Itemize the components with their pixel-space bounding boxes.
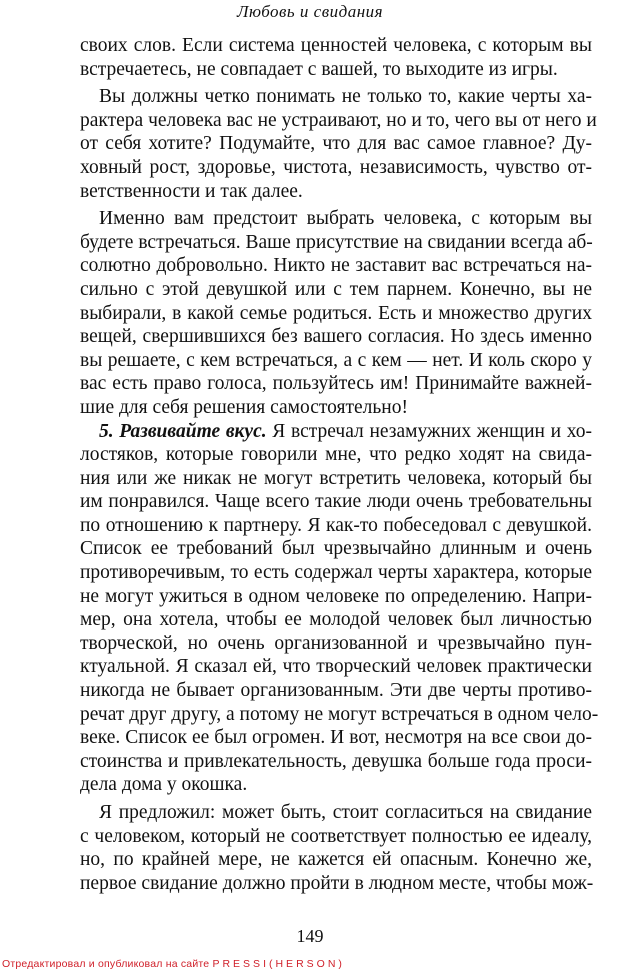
text-line: ветственности и так далее. <box>80 180 303 202</box>
text-line: Именно вам предстоит выбрать человека, с которым вы <box>99 208 592 230</box>
text-line: от себя хотите? Подумайте, что для вас самое главное? Ду- <box>80 133 592 155</box>
text-line: но, по крайней мере, не кажется ей опасным. Конечно же, <box>80 849 592 871</box>
text-line: лостяков, которые говорили мне, что редко ходят на свида- <box>80 444 592 466</box>
text-line: речат друг другу, а потому не могут встречаться в одном чело- <box>80 703 599 725</box>
watermark-text: Отредактировал и опубликовал на сайте <box>2 958 213 970</box>
page-number: 149 <box>296 926 324 946</box>
text-line: никогда не бывает организованным. Эти две черты противо- <box>80 680 592 702</box>
text-line: мер, она хотела, чтобы ее молодой человек был личностью <box>80 609 592 631</box>
text-line: вещей, свершившихся без вашего согласия. Но здесь именно <box>80 326 592 348</box>
text-line: ния или же никак не могут встретить человека, который бы <box>80 467 592 489</box>
text-line: вас есть право голоса, пользуйтесь им! Принимайте важней- <box>80 373 592 395</box>
text-line: дела дома у окошка. <box>80 774 248 796</box>
text-line: с человеком, который не соответствует полностью ее идеалу, <box>80 825 592 847</box>
text-line: рактера человека вас не устраивают, но и то, чего вы от него и <box>80 109 597 131</box>
text-line: встречаетесь, не совпадает с вашей, то выходите из игры. <box>80 58 558 80</box>
text-line: первое свидание должно пройти в людном месте, чтобы мож- <box>80 872 594 894</box>
text-line: не могут ужиться в одном человеке по определению. Напри- <box>80 585 592 607</box>
text-line: Список ее требований был чрезвычайно длинным и очень <box>80 538 592 560</box>
text-line: шие для себя решения самостоятельно! <box>80 396 408 418</box>
watermark-site-name: PRESSI(HERSON) <box>212 958 345 970</box>
page-body <box>80 34 599 895</box>
text-line: веке. Список ее был огромен. И вот, несмотря на все свои до- <box>80 727 592 749</box>
text-line: сильно с этой девушкой или с тем парнем. Конечно, вы не <box>80 278 592 300</box>
text-line: противоречивым, то есть содержал черты характера, которые <box>80 562 592 584</box>
site-watermark <box>2 958 345 970</box>
section-lead-heading: 5. Развивайте вкус. <box>99 420 267 442</box>
text-line: Я предложил: может быть, стоит согласиться на свидание <box>99 802 592 823</box>
running-header: Любовь и свидания <box>236 2 384 21</box>
text-line: ктуальной. Я сказал ей, что творческий человек практически <box>80 656 592 678</box>
text-line: по отношению к партнеру. Я как-то побеседовал с девушкой. <box>80 514 592 536</box>
text-line: стоинства и привлекательность, девушка больше года проси- <box>80 750 592 772</box>
text-line: своих слов. Если система ценностей человека, с которым вы <box>80 35 592 56</box>
text-line: будете встречаться. Ваше присутствие на свидании всегда аб- <box>80 231 593 253</box>
text-line: ховный рост, здоровье, чистота, независимость, чувство от- <box>80 156 592 178</box>
text-line: творческой, но очень организованной и чрезвычайно пун- <box>80 632 592 654</box>
text-line: вы решаете, с кем встречаться, а с кем — нет. И коль скоро у <box>80 349 592 371</box>
text-line: выбирали, в какой семье родиться. Есть и множество других <box>80 302 592 324</box>
text-line: Вы должны четко понимать не только то, какие черты ха- <box>99 86 592 108</box>
text-line: солютно добровольно. Никто не заставит вас встречаться на- <box>80 255 592 277</box>
text-fragment: Я встречал незамужних женщин и хо- <box>266 420 593 442</box>
text-line <box>80 420 592 444</box>
text-line: им понравился. Чаще всего такие люди очень требовательны <box>80 491 592 513</box>
